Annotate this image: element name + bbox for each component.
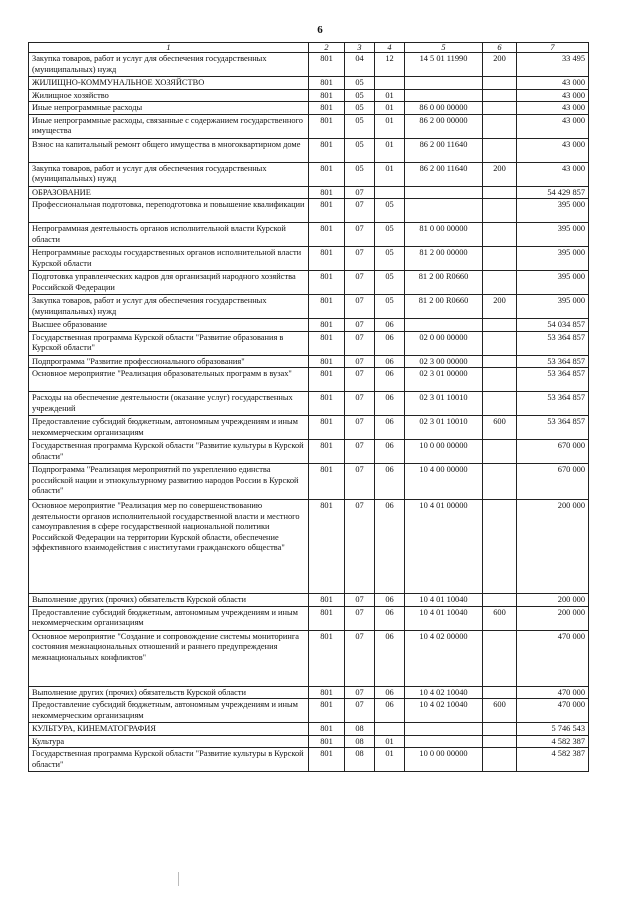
cell-expense-type (483, 723, 517, 736)
cell-target-article: 02 3 00 00000 (405, 355, 483, 368)
cell-grbs-code: 801 (309, 331, 345, 355)
cell-section-code: 05 (345, 138, 375, 162)
cell-name: Подпрограмма "Реализация мероприятий по укреплению единства российской нации и этнокультурному развитию народов России в Курской области" (29, 464, 309, 500)
cell-amount: 470 000 (517, 630, 589, 686)
cell-expense-type (483, 114, 517, 138)
cell-section-code: 07 (345, 355, 375, 368)
cell-subsection-code: 12 (375, 53, 405, 77)
cell-amount: 43 000 (517, 162, 589, 186)
column-number: 7 (517, 43, 589, 53)
table-row (29, 416, 589, 440)
cell-amount: 43 000 (517, 114, 589, 138)
table-row (29, 53, 589, 77)
table-row (29, 686, 589, 699)
cell-amount: 4 582 387 (517, 735, 589, 748)
cell-grbs-code: 801 (309, 630, 345, 686)
cell-name: Государственная программа Курской области "Развитие культуры в Курской области" (29, 748, 309, 772)
cell-expense-type (483, 271, 517, 295)
cell-name: Иные непрограммные расходы (29, 102, 309, 115)
cell-target-article: 02 3 01 10010 (405, 392, 483, 416)
table-row (29, 440, 589, 464)
cell-expense-type: 600 (483, 699, 517, 723)
cell-amount: 5 746 543 (517, 723, 589, 736)
cell-section-code: 07 (345, 686, 375, 699)
cell-amount: 470 000 (517, 686, 589, 699)
cell-name: Основное мероприятие "Реализация образовательных программ в вузах" (29, 368, 309, 392)
cell-grbs-code: 801 (309, 89, 345, 102)
cell-subsection-code: 06 (375, 368, 405, 392)
cell-target-article: 81 2 00 00000 (405, 247, 483, 271)
cell-target-article (405, 723, 483, 736)
cell-amount: 53 364 857 (517, 331, 589, 355)
cell-section-code: 05 (345, 77, 375, 90)
cell-amount: 33 495 (517, 53, 589, 77)
cell-name: Основное мероприятие "Создание и сопровождение системы мониторинга состояния межнациональных отношений и раннего предупреждения межнациональных конфликтов" (29, 630, 309, 686)
cell-grbs-code: 801 (309, 319, 345, 332)
cell-section-code: 07 (345, 699, 375, 723)
cell-section-code: 04 (345, 53, 375, 77)
cell-amount: 43 000 (517, 102, 589, 115)
table-row (29, 392, 589, 416)
cell-grbs-code: 801 (309, 735, 345, 748)
cell-target-article: 86 2 00 11640 (405, 162, 483, 186)
cell-name: ЖИЛИЩНО-КОММУНАЛЬНОЕ ХОЗЯЙСТВО (29, 77, 309, 90)
budget-table (28, 42, 589, 772)
cell-amount: 53 364 857 (517, 355, 589, 368)
column-number: 4 (375, 43, 405, 53)
cell-target-article: 10 4 01 00000 (405, 500, 483, 594)
cell-amount: 53 364 857 (517, 416, 589, 440)
cell-subsection-code (375, 186, 405, 199)
cell-target-article: 86 0 00 00000 (405, 102, 483, 115)
column-number: 3 (345, 43, 375, 53)
cell-subsection-code: 06 (375, 606, 405, 630)
cell-expense-type (483, 735, 517, 748)
cell-expense-type: 200 (483, 295, 517, 319)
cell-name: Непрограммные расходы государственных органов исполнительной власти Курской области (29, 247, 309, 271)
cell-amount: 200 000 (517, 594, 589, 607)
cell-grbs-code: 801 (309, 440, 345, 464)
cell-amount: 395 000 (517, 223, 589, 247)
cell-target-article: 02 3 01 00000 (405, 368, 483, 392)
cell-amount: 395 000 (517, 271, 589, 295)
column-number: 1 (29, 43, 309, 53)
cell-target-article (405, 77, 483, 90)
cell-grbs-code: 801 (309, 748, 345, 772)
cell-section-code: 07 (345, 247, 375, 271)
cell-section-code: 07 (345, 416, 375, 440)
table-row (29, 355, 589, 368)
cell-subsection-code: 06 (375, 416, 405, 440)
cell-target-article: 86 2 00 00000 (405, 114, 483, 138)
cell-expense-type (483, 686, 517, 699)
cell-target-article: 10 4 02 10040 (405, 699, 483, 723)
cell-subsection-code: 06 (375, 355, 405, 368)
cell-grbs-code: 801 (309, 223, 345, 247)
table-row (29, 606, 589, 630)
cell-subsection-code: 01 (375, 138, 405, 162)
cell-target-article (405, 186, 483, 199)
table-row (29, 162, 589, 186)
cell-grbs-code: 801 (309, 606, 345, 630)
column-number: 5 (405, 43, 483, 53)
cell-name: Выполнение других (прочих) обязательств Курской области (29, 686, 309, 699)
cell-expense-type (483, 464, 517, 500)
cell-amount: 4 582 387 (517, 748, 589, 772)
table-row (29, 735, 589, 748)
cell-name: Основное мероприятие "Реализация мер по совершенствованию деятельности органов исполнительной государственной власти и местного самоуправления в сфере государственной национальной политики Российской Федерации на территории Курской области, обеспечение эффективного взаимодействия с институтами гражданского общества" (29, 500, 309, 594)
cell-expense-type (483, 594, 517, 607)
cell-expense-type (483, 440, 517, 464)
cell-amount: 395 000 (517, 295, 589, 319)
cell-expense-type (483, 199, 517, 223)
cell-name: Расходы на обеспечение деятельности (оказание услуг) государственных учреждений (29, 392, 309, 416)
cell-section-code: 07 (345, 440, 375, 464)
cell-expense-type (483, 223, 517, 247)
cell-target-article: 86 2 00 11640 (405, 138, 483, 162)
cell-subsection-code: 06 (375, 699, 405, 723)
cell-name: Государственная программа Курской области "Развитие культуры в Курской области" (29, 440, 309, 464)
cell-grbs-code: 801 (309, 138, 345, 162)
cell-subsection-code (375, 77, 405, 90)
cell-amount: 670 000 (517, 440, 589, 464)
cell-name: Предоставление субсидий бюджетным, автономным учреждениям и иным некоммерческим организациям (29, 699, 309, 723)
cell-subsection-code: 01 (375, 735, 405, 748)
cell-amount: 54 429 857 (517, 186, 589, 199)
table-row (29, 748, 589, 772)
cell-subsection-code: 06 (375, 500, 405, 594)
cell-target-article: 10 0 00 00000 (405, 748, 483, 772)
cell-section-code: 07 (345, 606, 375, 630)
cell-subsection-code: 06 (375, 630, 405, 686)
cell-expense-type (483, 186, 517, 199)
cell-amount: 200 000 (517, 500, 589, 594)
cell-subsection-code: 06 (375, 594, 405, 607)
table-row (29, 594, 589, 607)
cell-section-code: 07 (345, 295, 375, 319)
cell-subsection-code: 01 (375, 114, 405, 138)
cell-target-article: 10 4 00 00000 (405, 464, 483, 500)
cell-name: Государственная программа Курской области "Развитие образования в Курской области" (29, 331, 309, 355)
cell-section-code: 05 (345, 162, 375, 186)
cell-subsection-code: 01 (375, 748, 405, 772)
cell-subsection-code: 05 (375, 223, 405, 247)
table-row (29, 77, 589, 90)
cell-section-code: 07 (345, 331, 375, 355)
cell-section-code: 05 (345, 114, 375, 138)
cell-grbs-code: 801 (309, 699, 345, 723)
cell-grbs-code: 801 (309, 392, 345, 416)
cell-amount: 200 000 (517, 606, 589, 630)
cell-section-code: 08 (345, 735, 375, 748)
cell-grbs-code: 801 (309, 723, 345, 736)
cell-target-article: 10 4 01 10040 (405, 594, 483, 607)
page-number: 6 (317, 24, 323, 36)
cell-name: Предоставление субсидий бюджетным, автономным учреждениям и иным некоммерческим организациям (29, 606, 309, 630)
table-body (29, 53, 589, 772)
table-row (29, 723, 589, 736)
cell-name: Закупка товаров, работ и услуг для обеспечения государственных (муниципальных) нужд (29, 53, 309, 77)
cell-expense-type: 600 (483, 416, 517, 440)
cell-target-article: 14 5 01 11990 (405, 53, 483, 77)
cell-subsection-code: 06 (375, 319, 405, 332)
cell-grbs-code: 801 (309, 199, 345, 223)
cell-section-code: 07 (345, 199, 375, 223)
cell-target-article (405, 89, 483, 102)
cell-grbs-code: 801 (309, 368, 345, 392)
cell-expense-type: 600 (483, 606, 517, 630)
cell-subsection-code: 05 (375, 295, 405, 319)
cell-target-article: 10 4 02 00000 (405, 630, 483, 686)
cell-target-article: 81 2 00 R0660 (405, 295, 483, 319)
cell-subsection-code: 05 (375, 271, 405, 295)
cell-expense-type (483, 138, 517, 162)
cell-section-code: 07 (345, 319, 375, 332)
column-number-row (29, 43, 589, 53)
cell-name: КУЛЬТУРА, КИНЕМАТОГРАФИЯ (29, 723, 309, 736)
cell-section-code: 07 (345, 464, 375, 500)
cell-grbs-code: 801 (309, 186, 345, 199)
cell-grbs-code: 801 (309, 247, 345, 271)
cell-name: Выполнение других (прочих) обязательств Курской области (29, 594, 309, 607)
table-row (29, 331, 589, 355)
cell-target-article: 02 3 01 10010 (405, 416, 483, 440)
cell-amount: 54 034 857 (517, 319, 589, 332)
cell-name: Закупка товаров, работ и услуг для обеспечения государственных (муниципальных) нужд (29, 295, 309, 319)
cell-section-code: 05 (345, 102, 375, 115)
cell-target-article: 10 4 01 10040 (405, 606, 483, 630)
cell-grbs-code: 801 (309, 77, 345, 90)
table-row (29, 319, 589, 332)
cell-name: Высшее образование (29, 319, 309, 332)
cell-name: ОБРАЗОВАНИЕ (29, 186, 309, 199)
table-row (29, 295, 589, 319)
scan-mark (178, 872, 179, 886)
cell-section-code: 07 (345, 368, 375, 392)
cell-expense-type (483, 500, 517, 594)
cell-grbs-code: 801 (309, 464, 345, 500)
cell-grbs-code: 801 (309, 162, 345, 186)
cell-grbs-code: 801 (309, 53, 345, 77)
cell-name: Иные непрограммные расходы, связанные с содержанием государственного имущества (29, 114, 309, 138)
cell-subsection-code: 06 (375, 331, 405, 355)
cell-amount: 53 364 857 (517, 392, 589, 416)
cell-expense-type (483, 392, 517, 416)
cell-grbs-code: 801 (309, 102, 345, 115)
cell-name: Подготовка управленческих кадров для организаций народного хозяйства Российской Федерации (29, 271, 309, 295)
table-row (29, 102, 589, 115)
cell-section-code: 07 (345, 500, 375, 594)
cell-name: Жилищное хозяйство (29, 89, 309, 102)
cell-section-code: 07 (345, 630, 375, 686)
cell-subsection-code: 06 (375, 686, 405, 699)
cell-name: Взнос на капитальный ремонт общего имущества в многоквартирном доме (29, 138, 309, 162)
cell-section-code: 07 (345, 392, 375, 416)
cell-target-article: 10 4 02 10040 (405, 686, 483, 699)
table-row (29, 199, 589, 223)
cell-subsection-code: 01 (375, 162, 405, 186)
table-row (29, 271, 589, 295)
column-number: 6 (483, 43, 517, 53)
cell-amount: 395 000 (517, 247, 589, 271)
cell-section-code: 08 (345, 748, 375, 772)
cell-amount: 43 000 (517, 77, 589, 90)
cell-expense-type (483, 630, 517, 686)
table-row (29, 138, 589, 162)
cell-expense-type: 200 (483, 162, 517, 186)
cell-target-article: 81 2 00 R0660 (405, 271, 483, 295)
cell-grbs-code: 801 (309, 355, 345, 368)
cell-expense-type: 200 (483, 53, 517, 77)
cell-name: Непрограммная деятельность органов исполнительной власти Курской области (29, 223, 309, 247)
table-row (29, 186, 589, 199)
cell-subsection-code: 06 (375, 464, 405, 500)
table-row (29, 368, 589, 392)
cell-section-code: 05 (345, 89, 375, 102)
cell-amount: 670 000 (517, 464, 589, 500)
cell-expense-type (483, 89, 517, 102)
cell-name: Профессиональная подготовка, переподготовка и повышение квалификации (29, 199, 309, 223)
cell-amount: 43 000 (517, 138, 589, 162)
column-number: 2 (309, 43, 345, 53)
cell-expense-type (483, 319, 517, 332)
cell-section-code: 07 (345, 271, 375, 295)
cell-target-article (405, 735, 483, 748)
cell-grbs-code: 801 (309, 686, 345, 699)
cell-expense-type (483, 102, 517, 115)
cell-section-code: 07 (345, 594, 375, 607)
cell-expense-type (483, 368, 517, 392)
cell-name: Подпрограмма "Развитие профессионального образования" (29, 355, 309, 368)
cell-section-code: 07 (345, 223, 375, 247)
cell-name: Предоставление субсидий бюджетным, автономным учреждениям и иным некоммерческим организациям (29, 416, 309, 440)
cell-grbs-code: 801 (309, 295, 345, 319)
cell-grbs-code: 801 (309, 271, 345, 295)
cell-target-article (405, 319, 483, 332)
cell-expense-type (483, 247, 517, 271)
table-row (29, 223, 589, 247)
cell-subsection-code: 05 (375, 199, 405, 223)
cell-name: Культура (29, 735, 309, 748)
table-row (29, 464, 589, 500)
cell-expense-type (483, 355, 517, 368)
table-row (29, 699, 589, 723)
cell-subsection-code: 01 (375, 102, 405, 115)
cell-target-article (405, 199, 483, 223)
table-row (29, 630, 589, 686)
cell-amount: 395 000 (517, 199, 589, 223)
cell-expense-type (483, 77, 517, 90)
cell-grbs-code: 801 (309, 114, 345, 138)
cell-section-code: 07 (345, 186, 375, 199)
cell-target-article: 02 0 00 00000 (405, 331, 483, 355)
cell-target-article: 81 0 00 00000 (405, 223, 483, 247)
cell-section-code: 08 (345, 723, 375, 736)
table-row (29, 114, 589, 138)
cell-name: Закупка товаров, работ и услуг для обеспечения государственных (муниципальных) нужд (29, 162, 309, 186)
cell-target-article: 10 0 00 00000 (405, 440, 483, 464)
cell-subsection-code (375, 723, 405, 736)
cell-expense-type (483, 748, 517, 772)
cell-amount: 53 364 857 (517, 368, 589, 392)
cell-subsection-code: 05 (375, 247, 405, 271)
cell-grbs-code: 801 (309, 416, 345, 440)
table-row (29, 500, 589, 594)
cell-subsection-code: 06 (375, 392, 405, 416)
cell-grbs-code: 801 (309, 594, 345, 607)
cell-grbs-code: 801 (309, 500, 345, 594)
cell-amount: 43 000 (517, 89, 589, 102)
table-row (29, 247, 589, 271)
table-row (29, 89, 589, 102)
cell-expense-type (483, 331, 517, 355)
cell-subsection-code: 01 (375, 89, 405, 102)
cell-subsection-code: 06 (375, 440, 405, 464)
cell-amount: 470 000 (517, 699, 589, 723)
